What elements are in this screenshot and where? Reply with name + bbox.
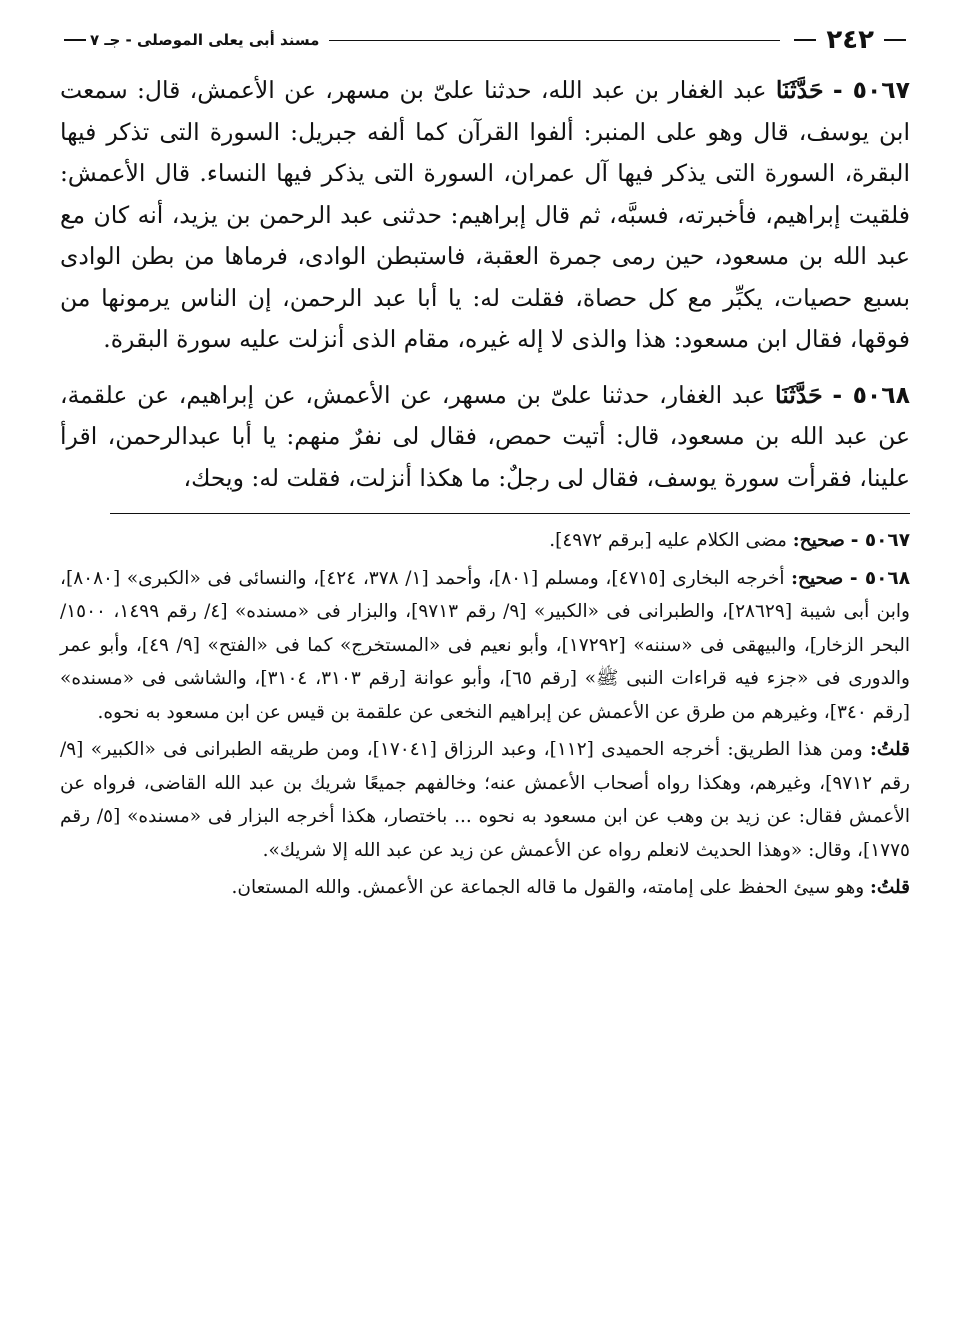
running-title: مسند أبى يعلى الموصلى - جـ ٧ [90, 31, 320, 49]
footnote-comment [60, 871, 910, 905]
footnotes [60, 524, 910, 905]
footnote-number: ٥٠٦٨ - [849, 567, 910, 589]
main-text [60, 70, 910, 499]
footnote-5067 [60, 524, 910, 558]
footnote-text: مضى الكلام عليه [برقم ٤٩٧٢]. [549, 530, 787, 551]
header-rule [329, 40, 780, 41]
hadith-number: ٥٠٦٨ - [832, 380, 910, 409]
footnote-grade: صحيح: [792, 530, 845, 551]
hadith-text: عبد الغفار، حدثنا علىّ بن مسهر، عن الأعمش، عن إبراهيم، عن علقمة، عن عبد الله بن مسعود، قال: أتيت حمص، فقال لى نفرٌ منهم: يا أبا عبدالرحمن، اقرأ علينا، فقرأت سورة يوسف، فقال لى رجلٌ: ما هكذا أنزلت، فقلت له: ويحك، [60, 380, 910, 492]
hadith-5067 [60, 70, 910, 361]
running-head [60, 22, 910, 58]
hadith-number: ٥٠٦٧ - [832, 76, 910, 104]
book-page [60, 22, 910, 909]
hadith-text: عبد الغفار بن عبد الله، حدثنا علىّ بن مسهر، عن الأعمش، قال: سمعت ابن يوسف، قال وهو على المنبر: ألفوا القرآن كما ألفه جبريل: السورة التى تذكر فيها البقرة، السورة التى يذكر فيها آل عمران، السورة التى يذكر فيها النساء. قال الأعمش: فلقيت إبراهيم، فأخبرته، فسبَّه، ثم قال إبراهيم: حدثنى عبد الرحمن بن يزيد، أنه كان مع عبد الله بن مسعود، حين رمى جمرة العقبة، فاستبطن الوادى، فرماها من بطن الوادى بسبع حصيات، يكبِّر مع كل حصاة، فقلت له: يا أبا عبد الرحمن، إن الناس يرمونها من فوقها، فقال ابن مسعود: هذا والذى لا إله غيره، مقام الذى أنزلت عليه سورة البقرة. [60, 76, 910, 353]
footnote-5068 [60, 562, 910, 730]
footnote-number: ٥٠٦٧ - [850, 530, 910, 551]
header-dash-right [884, 39, 906, 41]
hadith-opening: حَدَّثَنَا [775, 76, 824, 104]
header-dash-middle [794, 39, 816, 41]
hadith-5068 [60, 375, 910, 500]
comment-text: ومن هذا الطريق: أخرجه الحميدى [١١٢]، وعبد الرزاق [١٧٠٤١]، ومن طريقه الطبرانى فى «الكبير» [٩/ رقم ٩٧١٢]، وغيرهم، وهكذا رواه أصحاب الأعمش عنه؛ وخالفهم جميعًا شريك بن عبد الله القاضى، فرواه عن الأعمش فقال: عن زيد بن وهب عن ابن مسعود به نحوه ... باختصار، هكذا أخرجه البزار فى «مسنده» [٥/ رقم ١٧٧٥]، وقال: «وهذا الحديث لانعلم رواه عن الأعمش عن زيد عن عبد الله إلا شريك». [60, 739, 911, 861]
header-dash-left [64, 39, 86, 41]
footnote-divider [110, 513, 910, 514]
comment-text: وهو سيئ الحفظ على إمامته، والقول ما قاله الجماعة عن الأعمش. والله المستعان. [231, 877, 865, 898]
page-number: ٢٤٢ [826, 25, 874, 55]
comment-label: قلتُ: [870, 739, 910, 760]
footnote-grade: صحيح: [791, 567, 844, 589]
footnote-text: أخرجه البخارى [٤٧١٥]، ومسلم [٨٠١]، وأحمد [١/ ٣٧٨، ٤٢٤]، والنسائى فى «الكبرى» [٨٠٨٠]، وابن أبى شيبة [٢٨٦٢٩]، والطبرانى فى «الكبير» [٩/ رقم ٩٧١٣]، والبزار فى «مسنده» [٤/ رقم ١٤٩٩، ١٥٠٠/ البحر الزخار]، والبيهقى فى «سننه» [١٧٢٩٢]، وأبو نعيم فى «المستخرج» كما فى «الفتح» [٩/ ٤٩]، وأبو عمر والدورى فى «جزء فيه قراءات النبى ﷺ» [رقم ٦٥]، وأبو عوانة [رقم ٣١٠٣، ٣١٠٤]، والشاشى فى «مسنده» [رقم ٣٤٠]، وغيرهم من طرق عن الأعمش عن إبراهيم النخعى عن علقمة بن قيس عن ابن مسعود به نحوه. [60, 567, 911, 723]
footnote-comment [60, 733, 910, 867]
comment-label: قلتُ: [870, 877, 910, 898]
hadith-opening: حَدَّثَنَا [775, 380, 823, 409]
